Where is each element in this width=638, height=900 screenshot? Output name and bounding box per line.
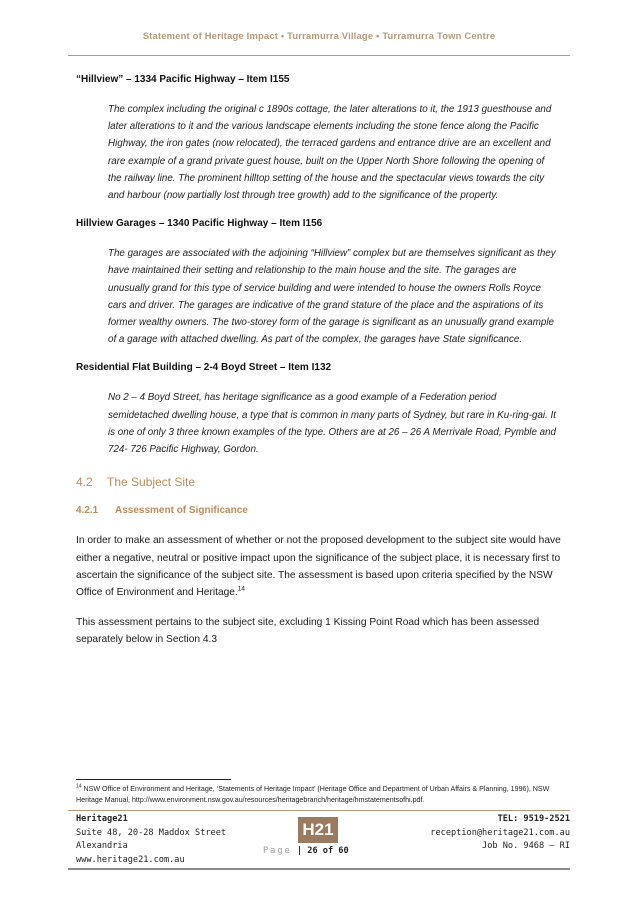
item-heading-garages: Hillview Garages – 1340 Pacific Highway – Item I156 [76, 218, 323, 230]
section-number: 4.2 [76, 475, 93, 490]
subsection-number: 4.2.1 [76, 505, 99, 517]
item-heading-hillview: “Hillview” – 1334 Pacific Highway – Item I155 [76, 74, 290, 85]
item-text-hillview: The complex including the original c 1890s cottage, the later alterations to it, the 1913 guesthouse and later alterations to it and the various landscape elements including the stone fence along the Pacific Highway, the iron gates (now relocated), the terraced gardens and entrance drive are an excellent and rare example of a grand private guest house, built on the Upper North Shore following the opening of the railway line. The prominent hilltop setting of the house and the spectacular views towards the city and harbour (now partially lost through tree growth) add to the significance of the property. [108, 104, 552, 202]
section-heading [76, 474, 562, 490]
footnote-text: NSW Office of Environment and Heritage, ‘Statements of Heritage Impact’ (Heritage Office and Department of Urban Affairs & Planning, 1996), NSW Heritage Manual, http://www.environment.nsw.gov.au/resources/heritagebranch/heritage/hmstatementsofhi.pdf. [76, 785, 550, 804]
footnote-rule [76, 779, 231, 780]
heritage21-logo: H21 [298, 817, 338, 843]
page-number-block [263, 846, 349, 856]
footer-address-block [76, 813, 226, 867]
item-text-garages: The garages are associated with the adjoining “Hillview” complex but are themselves significant as they have maintained their setting and relationship to the main house and the site. The garages are unusually grand for this type of service building and were intended to house the owners Rolls Royce cars and driver. The garages are indicative of the grand stature of the place and the aspirations of its former wealthy owners. The two-storey form of the garage is significant as an unusually grand example of a garage with attached dwelling. As part of the complex, the garages have State significance. [108, 248, 556, 346]
assessment-paragraph-text: In order to make an assessment of whether or not the proposed development to the subject site would have either a negative, neutral or positive impact upon the significance of the subject place, it is necessary first to ascertain the significance of the subject site. The assessment is based upon criteria specified by the NSW Office of Environment and Heritage. [76, 535, 561, 599]
page-number: 26 of 60 [307, 846, 349, 856]
footer-contact-block [430, 813, 570, 854]
footer-bottom-rule [68, 868, 570, 870]
subsection-heading [76, 504, 562, 518]
subsection-title: Assessment of Significance [115, 505, 248, 517]
main-content [76, 73, 562, 649]
item-text-boyd-street: No 2 – 4 Boyd Street, has heritage significance as a good example of a Federation period semidetached dwelling house, a type that is common in many parts of Sydney, but rare in Ku-ring-gai. It is one of only 3 three known examples of the type. Others are at 26 – 26 A Merrivale Road, Pymble and 724- 726 Pacific Highway, Gordon. [108, 392, 556, 456]
footer-firm-name: Heritage21 [76, 814, 128, 824]
footer-address-line-2: Alexandria [76, 841, 128, 852]
header-title: Statement of Heritage Impact • Turramurra Village • Turramurra Town Centre [142, 30, 496, 41]
page-separator: | [296, 846, 303, 856]
section-title: The Subject Site [107, 475, 196, 490]
footer-rule [68, 810, 570, 811]
footnote-reference[interactable]: 14 [237, 586, 246, 594]
footnote [76, 784, 564, 806]
page-word: Page [263, 846, 292, 856]
footnote-number: 14 [76, 783, 82, 790]
footer-website-link[interactable]: www.heritage21.com.au [76, 854, 185, 865]
footer-job-number: Job No. 9468 – RI [482, 841, 570, 852]
footer-email-link[interactable]: reception@heritage21.com.au [430, 827, 570, 838]
footer-address-line-1: Suite 48, 20-28 Maddox Street [76, 827, 227, 838]
item-heading-boyd-street: Residential Flat Building – 2-4 Boyd Street – Item I132 [76, 362, 332, 374]
footer-telephone: TEL: 9519-2521 [497, 814, 570, 824]
header-rule [68, 55, 570, 56]
scope-paragraph: This assessment pertains to the subject site, excluding 1 Kissing Point Road which has been assessed separately below in Section 4.3 [76, 616, 540, 646]
assessment-paragraph [76, 532, 562, 602]
